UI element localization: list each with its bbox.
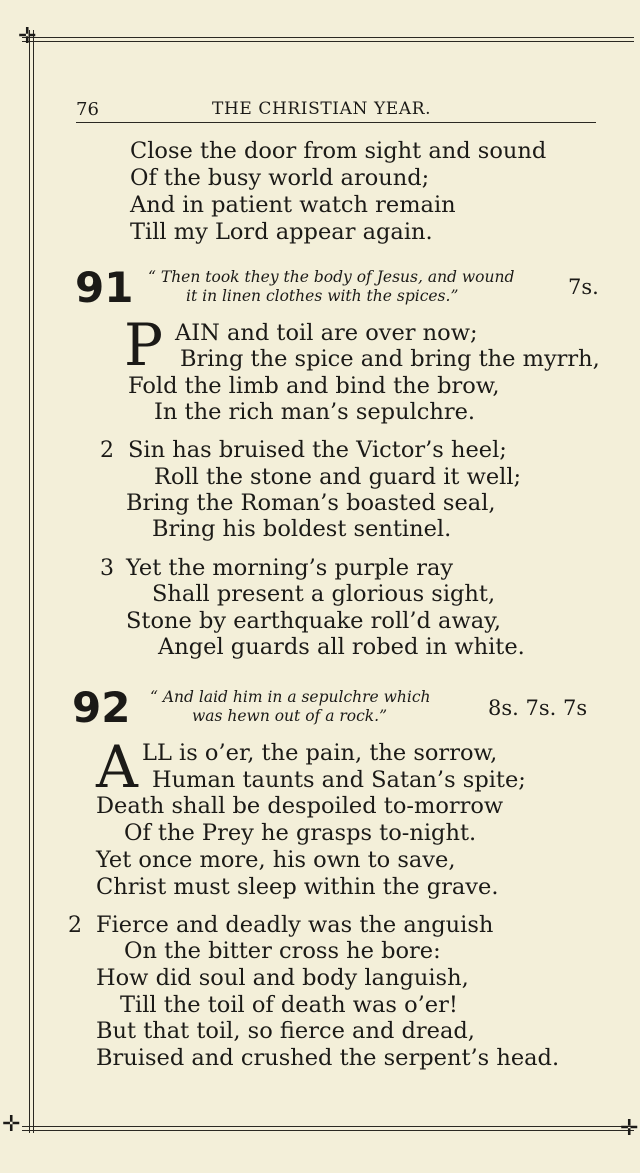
corner-ornament-bottom-right-icon: ✛ [620, 1116, 639, 1141]
carryover-line: Till my Lord appear again. [130, 219, 433, 245]
verse-number: 2 [100, 438, 114, 463]
hymn-epigraph-line: “ And laid him in a sepulchre which [150, 688, 431, 706]
page-header [76, 96, 596, 123]
page-number: 76 [76, 99, 99, 120]
carryover-line: And in patient watch remain [130, 192, 456, 218]
left-border-rule [29, 30, 30, 1133]
top-border-rule [22, 37, 634, 38]
carryover-line: Of the busy world around; [130, 165, 430, 191]
hymn-line: LL is o’er, the pain, the sorrow, [142, 740, 498, 766]
hymn-line: Yet the morning’s purple ray [126, 555, 454, 581]
hymn-line: Bring his boldest sentinel. [152, 516, 452, 542]
hymn-number: 92 [72, 683, 131, 732]
drop-cap: P [124, 311, 164, 379]
drop-cap: A [96, 733, 138, 801]
hymn-meter: 8s. 7s. 7s [488, 696, 588, 720]
hymn-line: Death shall be despoiled to-morrow [96, 793, 504, 819]
hymn-line: Till the toil of death was o’er! [120, 992, 458, 1018]
hymn-line: In the rich man’s sepulchre. [154, 399, 476, 425]
hymn-line: Angel guards all robed in white. [158, 634, 525, 660]
hymn-epigraph-line: “ Then took they the body of Jesus, and wound [148, 268, 515, 286]
hymn-epigraph-line: it in linen clothes with the spices.” [186, 287, 459, 305]
verse-number: 3 [100, 556, 114, 581]
hymn-line: Shall present a glorious sight, [152, 581, 496, 607]
hymn-line: Bring the spice and bring the myrrh, [180, 346, 600, 372]
hymn-line: Christ must sleep within the grave. [96, 874, 499, 900]
hymn-epigraph-line: was hewn out of a rock.” [192, 707, 388, 725]
carryover-line: Close the door from sight and sound [130, 138, 547, 164]
hymn-line: Fierce and deadly was the anguish [96, 912, 494, 938]
verse-number: 2 [68, 913, 82, 938]
hymn-line: Bring the Roman’s boasted seal, [126, 490, 496, 516]
hymn-line: But that toil, so fierce and dread, [96, 1018, 475, 1044]
corner-ornament-top-left-icon: ✛ [18, 24, 37, 49]
hymn-line: Fold the limb and bind the brow, [128, 373, 500, 399]
hymn-line: Human taunts and Satan’s spite; [152, 767, 526, 793]
hymn-meter: 7s. [568, 275, 599, 299]
hymn-line: Roll the stone and guard it well; [154, 464, 522, 490]
hymn-line: How did soul and body languish, [96, 965, 469, 991]
hymn-line: On the bitter cross he bore: [124, 938, 441, 964]
hymn-line: Of the Prey he grasps to-night. [124, 820, 477, 846]
corner-ornament-bottom-left-icon: ✛ [2, 1112, 21, 1137]
running-title: THE CHRISTIAN YEAR. [212, 99, 432, 119]
hymn-line: Sin has bruised the Victor’s heel; [128, 437, 507, 463]
hymn-line: AIN and toil are over now; [175, 320, 478, 346]
bottom-border-rule [22, 1126, 634, 1127]
hymn-line: Yet once more, his own to save, [96, 847, 456, 873]
hymn-line: Stone by earthquake roll’d away, [126, 608, 502, 634]
hymn-line: Bruised and crushed the serpent’s head. [96, 1045, 560, 1071]
hymn-number: 91 [75, 263, 134, 312]
